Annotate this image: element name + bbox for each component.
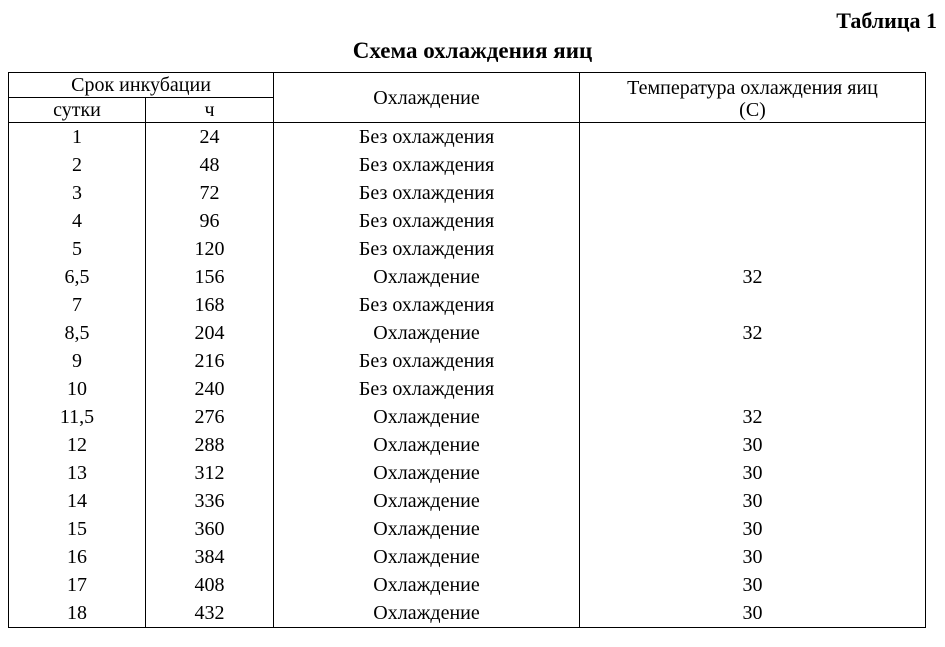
cell-cooling: Без охлаждения	[274, 207, 580, 235]
cell-hours: 288	[146, 431, 274, 459]
cell-temperature: 30	[580, 571, 926, 599]
cell-day: 1	[9, 123, 146, 152]
table-row	[9, 207, 926, 235]
cell-cooling: Охлаждение	[274, 431, 580, 459]
table-row	[9, 151, 926, 179]
cell-day: 7	[9, 291, 146, 319]
cell-day: 13	[9, 459, 146, 487]
cell-cooling: Охлаждение	[274, 403, 580, 431]
table-row	[9, 459, 926, 487]
header-days: сутки	[9, 98, 146, 123]
cell-hours: 408	[146, 571, 274, 599]
cell-day: 5	[9, 235, 146, 263]
cell-cooling: Охлаждение	[274, 319, 580, 347]
cell-hours: 96	[146, 207, 274, 235]
cell-hours: 204	[146, 319, 274, 347]
cell-cooling: Без охлаждения	[274, 291, 580, 319]
table-row	[9, 235, 926, 263]
cell-day: 3	[9, 179, 146, 207]
cell-hours: 384	[146, 543, 274, 571]
cell-temperature: 30	[580, 599, 926, 628]
cell-cooling: Охлаждение	[274, 263, 580, 291]
header-incubation-period: Срок инкубации	[9, 73, 274, 98]
table-row	[9, 263, 926, 291]
header-hours: ч	[146, 98, 274, 123]
cell-day: 14	[9, 487, 146, 515]
cell-cooling: Без охлаждения	[274, 179, 580, 207]
table-row	[9, 403, 926, 431]
table-row	[9, 375, 926, 403]
cell-hours: 168	[146, 291, 274, 319]
table-row	[9, 543, 926, 571]
cell-hours: 360	[146, 515, 274, 543]
cell-hours: 276	[146, 403, 274, 431]
cell-temperature	[580, 375, 926, 403]
cell-day: 6,5	[9, 263, 146, 291]
cell-cooling: Охлаждение	[274, 487, 580, 515]
cell-cooling: Охлаждение	[274, 599, 580, 628]
cell-cooling: Охлаждение	[274, 459, 580, 487]
table-body	[9, 123, 926, 628]
table-row	[9, 487, 926, 515]
cell-hours: 432	[146, 599, 274, 628]
cell-temperature: 30	[580, 459, 926, 487]
cell-hours: 120	[146, 235, 274, 263]
cell-cooling: Охлаждение	[274, 515, 580, 543]
cell-cooling: Без охлаждения	[274, 375, 580, 403]
table-title: Схема охлаждения яиц	[352, 38, 593, 63]
cell-hours: 156	[146, 263, 274, 291]
cell-temperature: 32	[580, 319, 926, 347]
header-temperature-unit: (С)	[739, 99, 766, 121]
cell-day: 11,5	[9, 403, 146, 431]
cell-temperature: 30	[580, 431, 926, 459]
cell-day: 16	[9, 543, 146, 571]
table-row	[9, 291, 926, 319]
table-row	[9, 431, 926, 459]
cell-day: 18	[9, 599, 146, 628]
cell-temperature	[580, 235, 926, 263]
cell-day: 8,5	[9, 319, 146, 347]
cell-hours: 48	[146, 151, 274, 179]
cell-temperature	[580, 179, 926, 207]
cell-temperature: 30	[580, 543, 926, 571]
cell-hours: 72	[146, 179, 274, 207]
header-temperature-line1: Температура охлаждения яиц	[627, 77, 878, 99]
cell-cooling: Без охлаждения	[274, 347, 580, 375]
cell-temperature	[580, 291, 926, 319]
cell-hours: 24	[146, 123, 274, 152]
cell-cooling: Без охлаждения	[274, 235, 580, 263]
table-row	[9, 599, 926, 628]
cell-temperature	[580, 207, 926, 235]
cell-day: 17	[9, 571, 146, 599]
cell-day: 9	[9, 347, 146, 375]
cell-temperature	[580, 347, 926, 375]
table-row	[9, 319, 926, 347]
header-cooling: Охлаждение	[274, 73, 580, 123]
cell-day: 15	[9, 515, 146, 543]
cell-temperature: 30	[580, 515, 926, 543]
table-row	[9, 515, 926, 543]
cell-temperature	[580, 151, 926, 179]
cell-day: 10	[9, 375, 146, 403]
header-cooling-temperature	[580, 73, 926, 123]
table-header	[9, 73, 926, 123]
cell-cooling: Охлаждение	[274, 543, 580, 571]
cell-temperature: 30	[580, 487, 926, 515]
table-row	[9, 123, 926, 152]
cell-temperature: 32	[580, 403, 926, 431]
cell-temperature: 32	[580, 263, 926, 291]
cell-hours: 240	[146, 375, 274, 403]
cooling-schedule-table	[8, 72, 926, 628]
table-row	[9, 571, 926, 599]
cell-hours: 336	[146, 487, 274, 515]
cell-day: 2	[9, 151, 146, 179]
cell-hours: 216	[146, 347, 274, 375]
cell-cooling: Охлаждение	[274, 571, 580, 599]
table-row	[9, 179, 926, 207]
cell-day: 4	[9, 207, 146, 235]
cell-day: 12	[9, 431, 146, 459]
table-number-label: Таблица 1	[836, 8, 937, 33]
cell-temperature	[580, 123, 926, 152]
cell-cooling: Без охлаждения	[274, 151, 580, 179]
cell-hours: 312	[146, 459, 274, 487]
cell-cooling: Без охлаждения	[274, 123, 580, 152]
table-row	[9, 347, 926, 375]
